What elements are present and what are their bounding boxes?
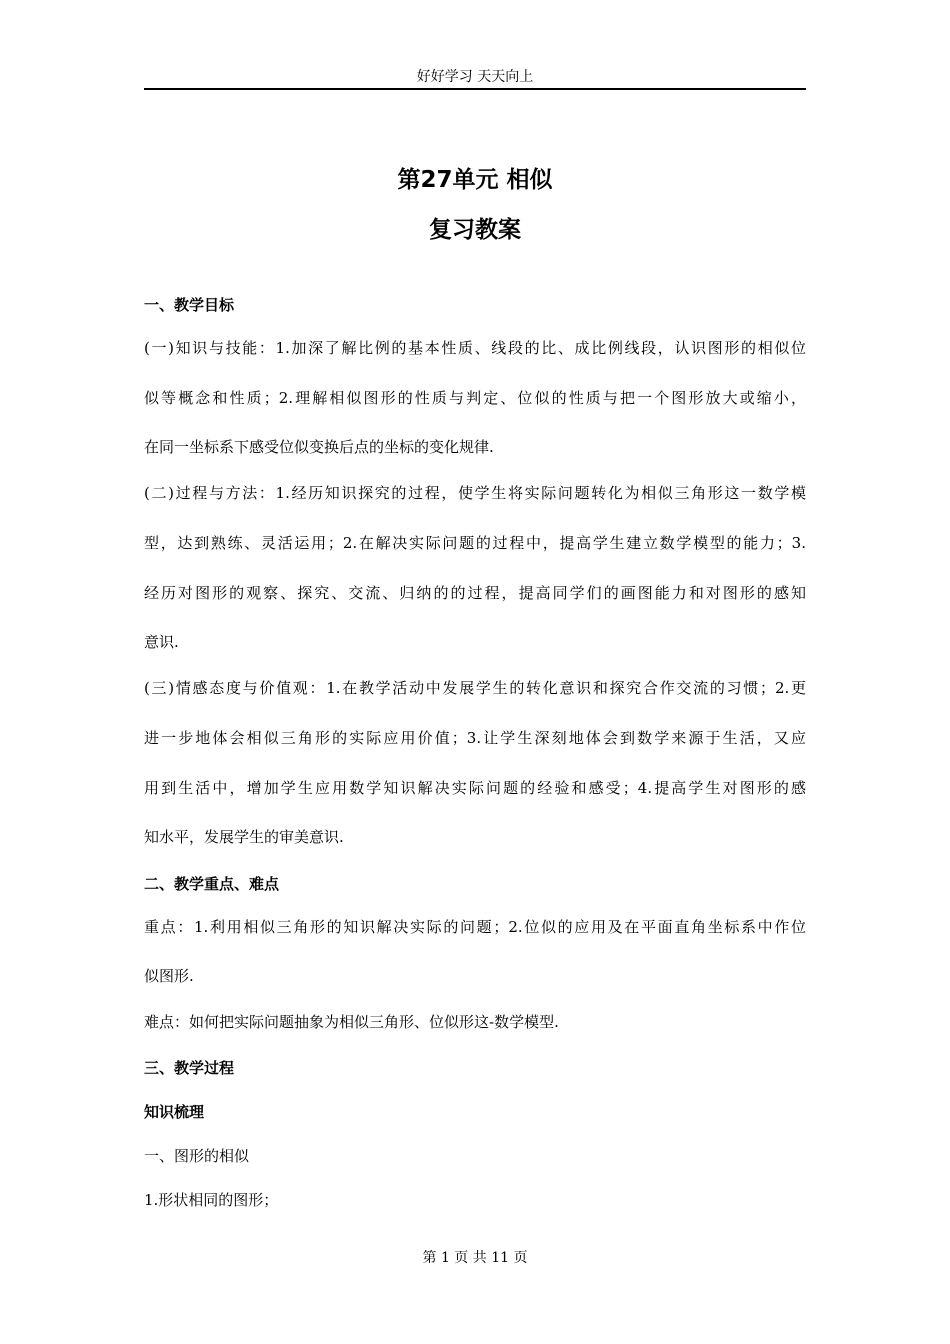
paragraph-line: 意识. xyxy=(144,633,179,651)
paragraph-line: 在同一坐标系下感受位似变换后点的坐标的变化规律. xyxy=(144,438,494,456)
paragraph-line: 经历对图形的观察、探究、交流、归纳的的过程，提高同学们的画图能力和对图形的感知 xyxy=(144,584,806,602)
paragraph-line: 重点：1.利用相似三角形的知识解决实际的问题；2.位似的应用及在平面直角坐标系中作位 xyxy=(144,918,806,936)
paragraph-line: 难点：如何把实际问题抽象为相似三角形、位似形这-数学模型. xyxy=(144,1013,559,1031)
header-divider xyxy=(144,88,806,90)
paragraph-line: (三)情感态度与价值观：1.在教学活动中发展学生的转化意识和探究合作交流的习惯；2.更 xyxy=(144,679,806,697)
section-heading-key-points: 二、教学重点、难点 xyxy=(144,875,280,893)
paragraph-line: (一)知识与技能：1.加深了解比例的基本性质、线段的比、成比例线段，认识图形的相似位 xyxy=(144,339,806,357)
paragraph-line: 似图形. xyxy=(144,967,194,985)
list-item: 1.形状相同的图形； xyxy=(144,1191,279,1209)
section-heading-objectives: 一、教学目标 xyxy=(144,296,235,314)
subsection-heading-knowledge: 知识梳理 xyxy=(144,1103,205,1121)
subsection-heading-similarity: 一、图形的相似 xyxy=(144,1147,250,1165)
document-title: 第27单元 相似 xyxy=(397,167,553,193)
document-subtitle: 复习教案 xyxy=(429,217,521,243)
paragraph-line: (二)过程与方法：1.经历知识探究的过程，使学生将实际问题转化为相似三角形这一数学模 xyxy=(144,484,806,502)
paragraph-line: 用到生活中，增加学生应用数学知识解决实际问题的经验和感受；4.提高学生对图形的感 xyxy=(144,779,806,797)
paragraph-line: 知水平，发展学生的审美意识. xyxy=(144,828,344,846)
paragraph-line: 似等概念和性质；2.理解相似图形的性质与判定、位似的性质与把一个图形放大或缩小， xyxy=(144,389,806,407)
page-footer-number: 第 1 页 共 11 页 xyxy=(422,1250,528,1266)
page-header-text: 好好学习 天天向上 xyxy=(416,69,534,85)
paragraph-line: 型，达到熟练、灵活运用；2.在解决实际问题的过程中，提高学生建立数学模型的能力；3. xyxy=(144,534,806,552)
paragraph-line: 进一步地体会相似三角形的实际应用价值；3.让学生深刻地体会到数学来源于生活，又应 xyxy=(144,729,806,747)
section-heading-process: 三、教学过程 xyxy=(144,1059,235,1077)
